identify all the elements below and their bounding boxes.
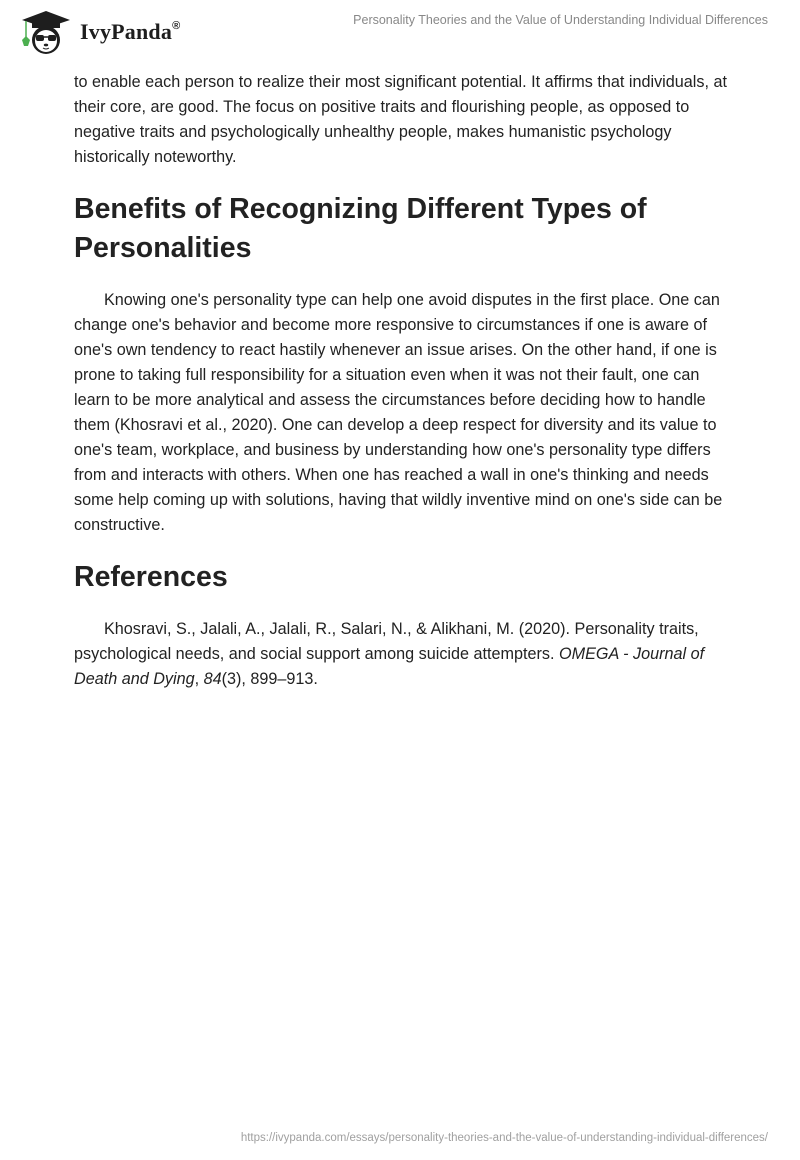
ivypanda-logo[interactable] [18, 8, 180, 56]
panda-graduate-icon [18, 8, 74, 56]
document-title: Personality Theories and the Value of Understanding Individual Differences [353, 13, 768, 27]
document-body [74, 70, 734, 692]
brand-name: IvyPanda® [80, 19, 181, 44]
reference-entry: Khosravi, S., Jalali, A., Jalali, R., Salari, N., & Alikhani, M. (2020). Personality traits, psychological needs, and social support among suicide attempters. OMEGA - Journal of Death and Dying, 84(3), 899–913. [74, 620, 705, 688]
reference-journal: OMEGA - Journal of Death and Dying [74, 645, 705, 688]
intro-paragraph: to enable each person to realize their most significant potential. It affirms that individuals, at their core, are good. The focus on positive traits and flourishing people, as opposed to negative traits and psychologically unhealthy people, makes humanistic psychology historically noteworthy. [74, 73, 727, 166]
source-url[interactable]: https://ivypanda.com/essays/personality-theories-and-the-value-of-understanding-individual-differences/ [240, 1132, 768, 1144]
page-header [0, 0, 800, 62]
benefits-heading: Benefits of Recognizing Different Types of Personalities [74, 193, 647, 264]
benefits-paragraph: Knowing one's personality type can help one avoid disputes in the first place. One can change one's behavior and become more responsive to circumstances if one is aware of one's own tendency to react hastily whenever an issue arises. On the other hand, if one is prone to taking full responsibility for a situation even when it was not their fault, one can learn to be more analytical and assess the circumstances before deciding how to handle them (Khosravi et al., 2020). One can develop a deep respect for diversity and its value to one's team, workplace, and business by understanding how one's personality type differs from and interacts with others. When one has reached a wall in one's thinking and needs some help coming up with solutions, having that wildly inventive mind on one's side can be constructive. [74, 291, 723, 534]
references-heading: References [74, 561, 228, 593]
reference-volume: 84 [203, 670, 222, 688]
